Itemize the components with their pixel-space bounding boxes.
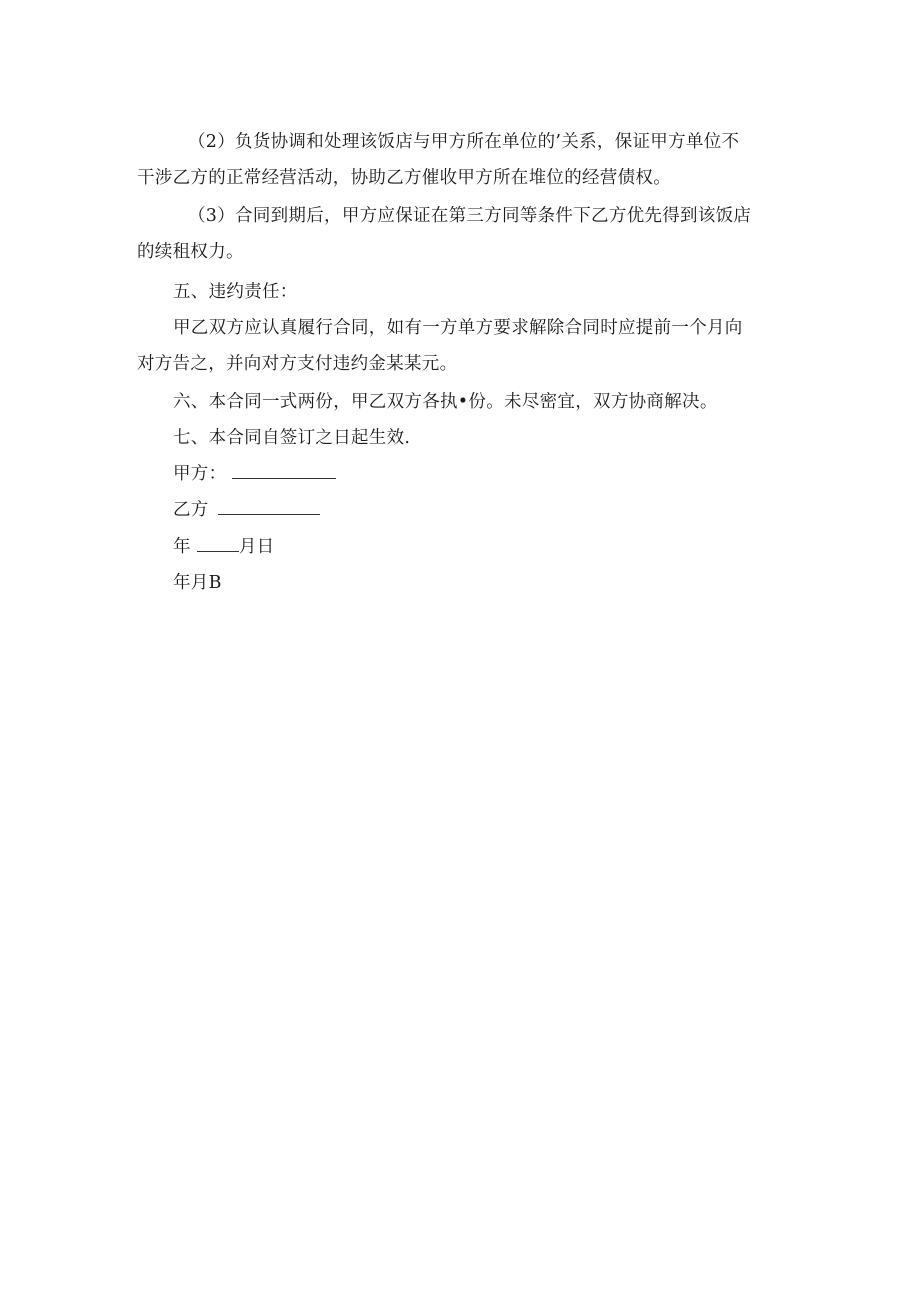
clause4-item2-line1: （2）负货协调和处理该饭店与甲方所在单位的’关系，保证甲方单位不 (188, 132, 740, 152)
clause4-item3-line2: 的续租权力。 (137, 242, 244, 262)
party-b-label: 乙方 (173, 500, 209, 520)
date-line-1 (173, 536, 274, 558)
clause5-body-line2: 对方告之，并向对方支付违约金某某元。 (137, 354, 458, 374)
party-b-blank (218, 499, 320, 515)
date-line-2: 年月B (173, 573, 222, 593)
date1-blank (197, 536, 239, 552)
date1-year: 年 (173, 537, 191, 557)
party-b-signature-line (173, 499, 320, 521)
clause7: 七、本合同自签订之日起生效. (173, 428, 411, 448)
party-a-signature-line (173, 463, 336, 485)
date1-month-day: 月日 (238, 537, 275, 557)
clause5-body-line1: 甲乙双方应认真履行合同，如有一方单方要求解除合同时应提前一个月向 (173, 318, 743, 338)
clause6: 六、本合同一式两份，甲乙双方各执•份。未尽密宜，双方协商解决。 (173, 392, 718, 412)
party-a-label: 甲方： (173, 464, 227, 484)
clause4-item3-line1: （3）合同到期后，甲方应保证在第三方同等条件下乙方优先得到该饭店 (188, 206, 752, 226)
party-a-blank (232, 463, 336, 479)
clause5-heading: 五、违约责任： (173, 282, 298, 302)
clause4-item2-line2: 干涉乙方的正常经营活动，协助乙方催收甲方所在堆位的经营债权。 (137, 168, 671, 188)
